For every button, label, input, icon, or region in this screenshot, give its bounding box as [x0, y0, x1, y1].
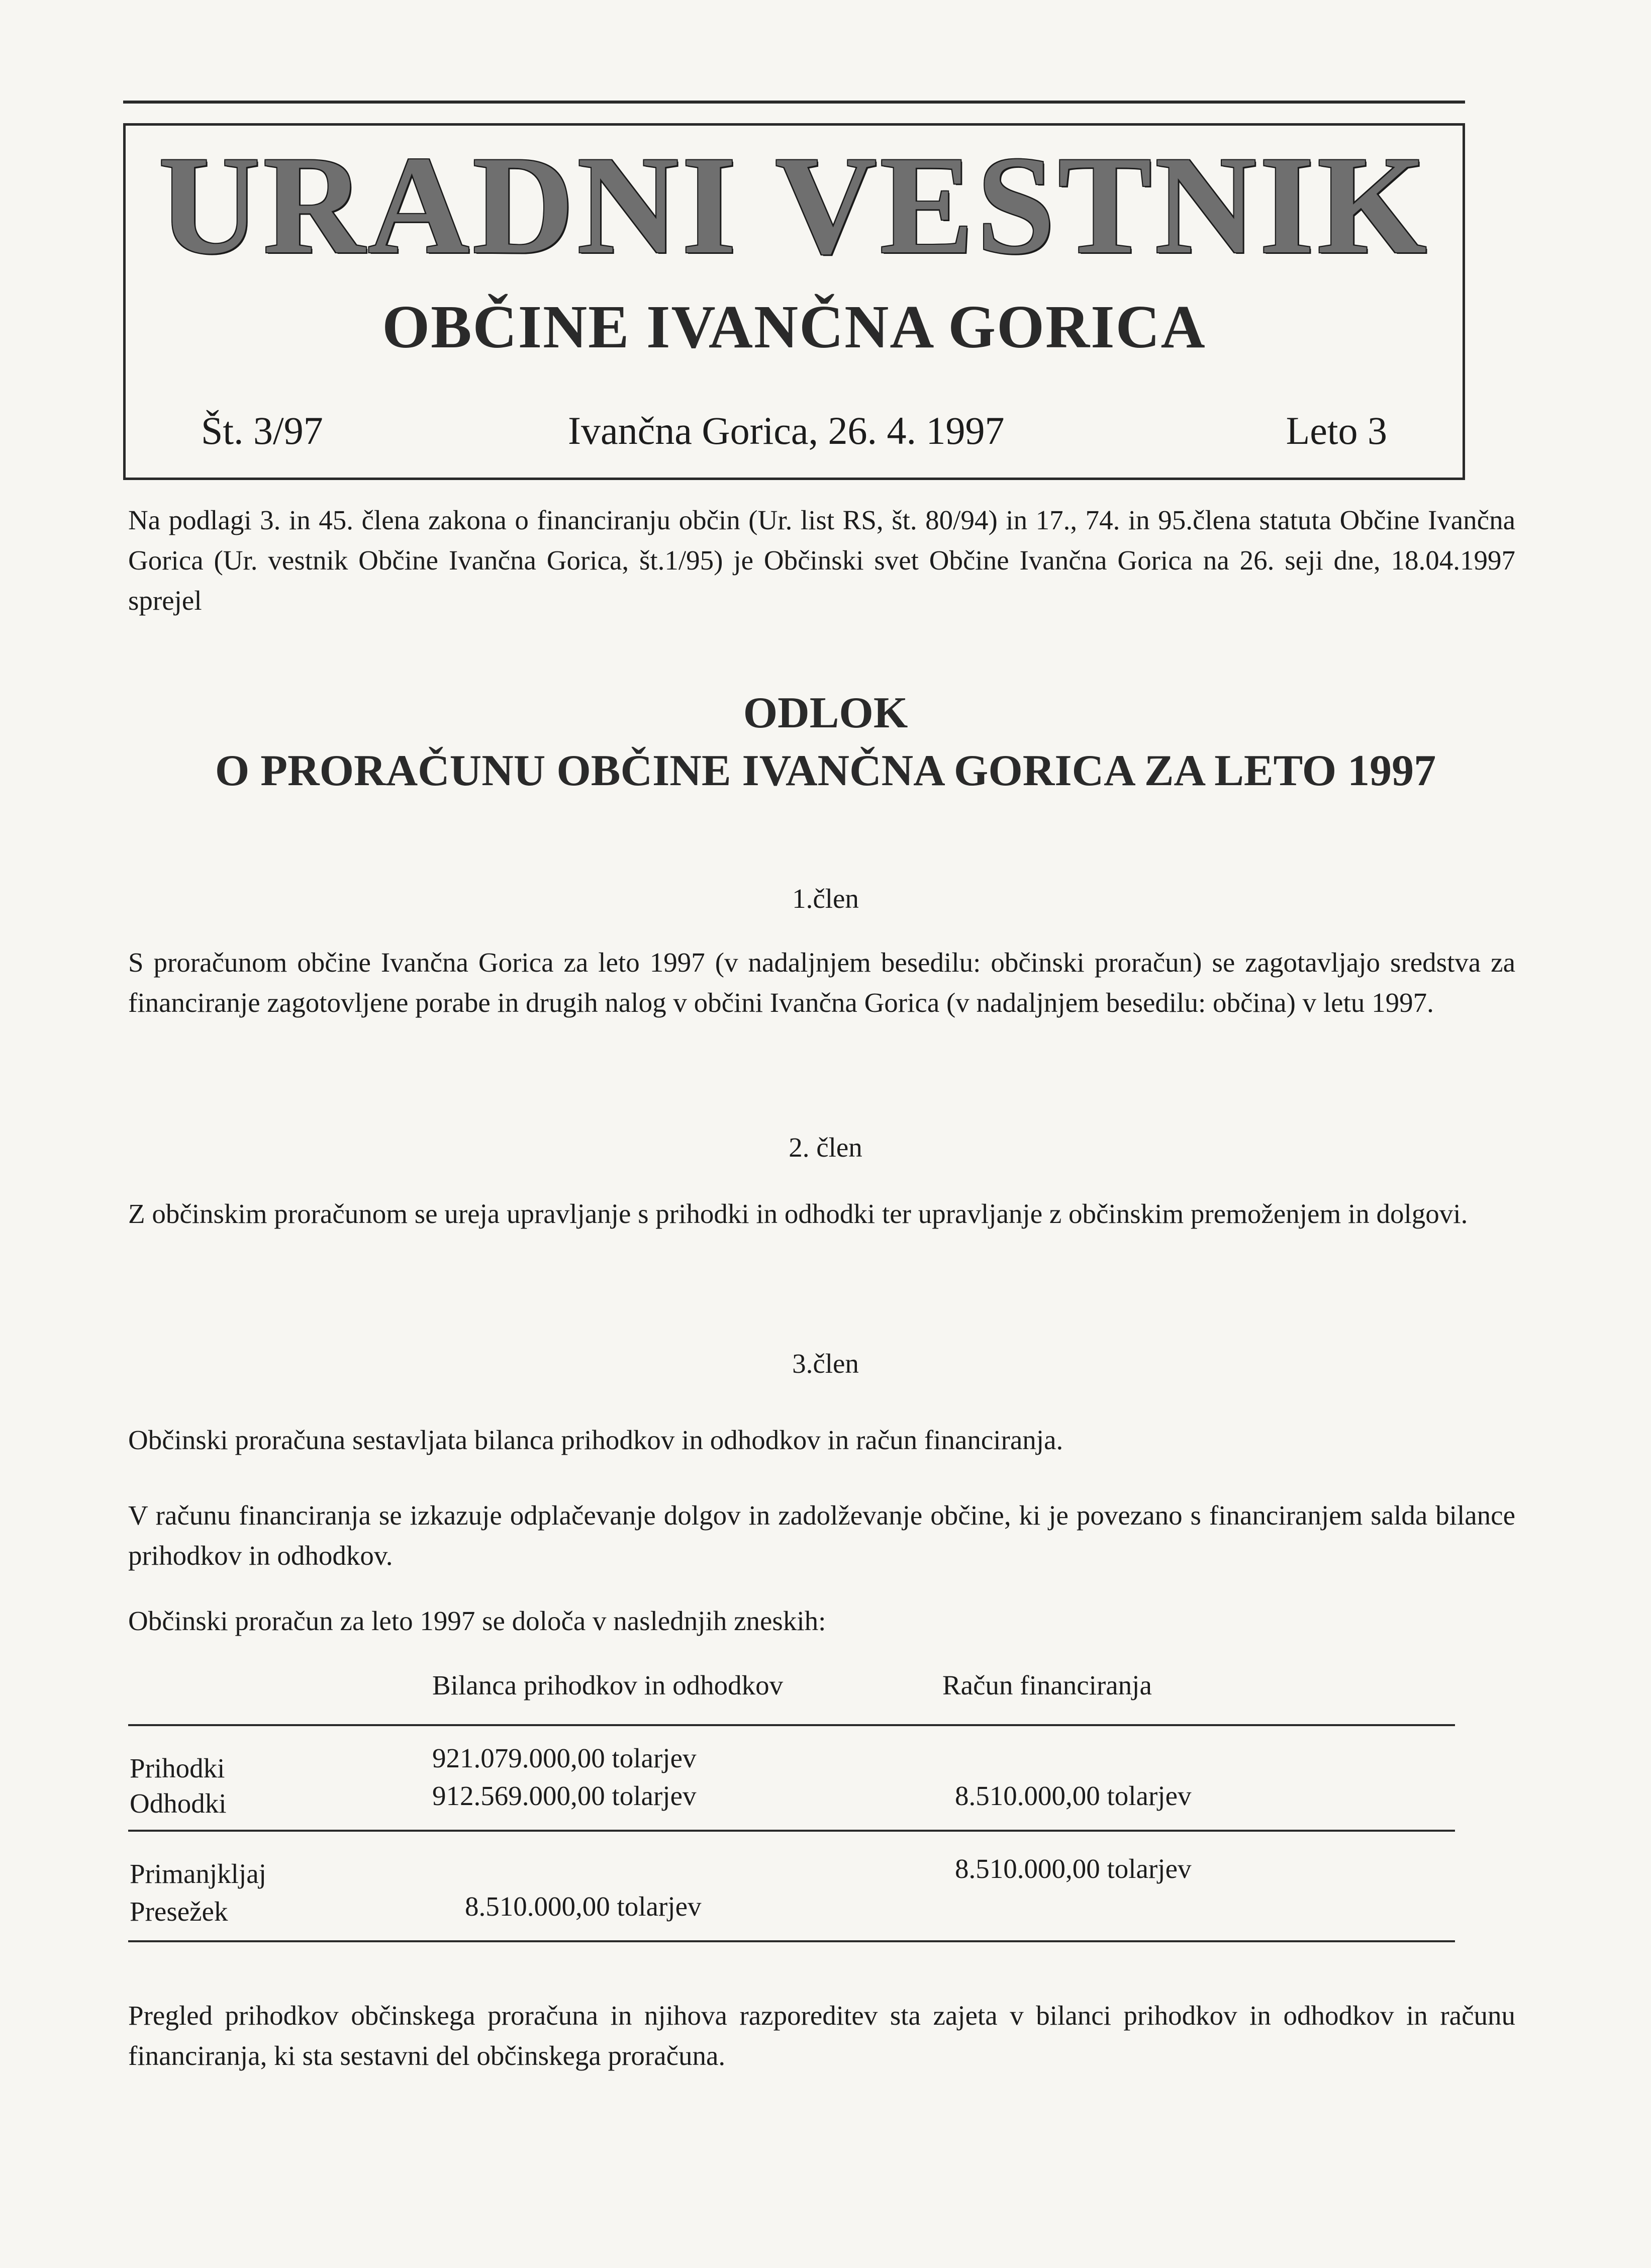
article-3-paragraph: Občinski proračun za leto 1997 se določa v naslednjih zneskih: [128, 1605, 826, 1636]
row-label: Prihodki [130, 1753, 225, 1783]
article-1-paragraph: S proračunom občine Ivančna Gorica za leto 1997 (v nadaljnjem besedilu: občinski proračun) se zagotavljajo sredstva za financiranje zagotovljene porabe in drugih nalog v občini Ivančna Gorica (v nadaljnjem besedilu: občina) v letu 1997. [128, 947, 1515, 1018]
top-rule [123, 101, 1465, 104]
decree-title: ODLOK [743, 689, 908, 737]
article-3-paragraph: V računu financiranja se izkazuje odplačevanje dolgov in zadolževanje občine, ki je povezano s financiranjem salda bilance prihodkov in odhodkov. [128, 1500, 1515, 1571]
article-1-heading: 1.člen [792, 883, 859, 914]
row-label: Presežek [130, 1896, 228, 1927]
cell-racun: 8.510.000,00 tolarjev [955, 1780, 1192, 1811]
intro-paragraph: Na podlagi 3. in 45. člena zakona o financiranju občin (Ur. list RS, št. 80/94) in 17., 74. in 95.člena statuta Občine Ivančna Gorica (Ur. vestnik Občine Ivančna Gorica, št.1/95) je Občinski svet Občine Ivančna Gorica na 26. seji dne, 18.04.1997 sprejel [128, 505, 1515, 616]
place-date: Ivančna Gorica, 26. 4. 1997 [568, 409, 1005, 452]
issue-number: Št. 3/97 [201, 409, 323, 452]
cell-racun: 8.510.000,00 tolarjev [955, 1853, 1192, 1884]
article-3-heading: 3.člen [792, 1348, 859, 1379]
closing-paragraph: Pregled prihodkov občinskega proračuna in njihova razporeditev sta zajeta v bilanci prihodkov in odhodkov in računu financiranja, ki sta sestavni del občinskega proračuna. [128, 2000, 1515, 2071]
table-rule [128, 1724, 1455, 1726]
masthead [123, 123, 1465, 480]
masthead-title: URADNI VESTNIK [158, 127, 1430, 283]
cell-bilanca: 921.079.000,00 tolarjev [432, 1743, 697, 1773]
decree-subtitle: O PRORAČUNU OBČINE IVANČNA GORICA ZA LETO 1997 [215, 746, 1436, 795]
article-3-paragraph: Občinski proračuna sestavljata bilanca prihodkov in odhodkov in račun financiranja. [128, 1425, 1063, 1455]
row-label: Primanjkljaj [130, 1858, 266, 1889]
article-2-heading: 2. člen [789, 1132, 862, 1163]
masthead-subtitle: OBČINE IVANČNA GORICA [382, 293, 1206, 361]
cell-bilanca: 8.510.000,00 tolarjev [465, 1891, 702, 1922]
publication-year: Leto 3 [1286, 409, 1387, 452]
cell-bilanca: 912.569.000,00 tolarjev [432, 1780, 697, 1811]
table-header-bilanca: Bilanca prihodkov in odhodkov [432, 1670, 784, 1700]
article-2-paragraph: Z občinskim proračunom se ureja upravljanje s prihodki in odhodki ter upravljanje z občinskim premoženjem in dolgovi. [128, 1198, 1468, 1229]
table-rule [128, 1830, 1455, 1832]
table-rule [128, 1940, 1455, 1942]
table-header-racun: Račun financiranja [942, 1670, 1152, 1700]
row-label: Odhodki [130, 1788, 227, 1819]
